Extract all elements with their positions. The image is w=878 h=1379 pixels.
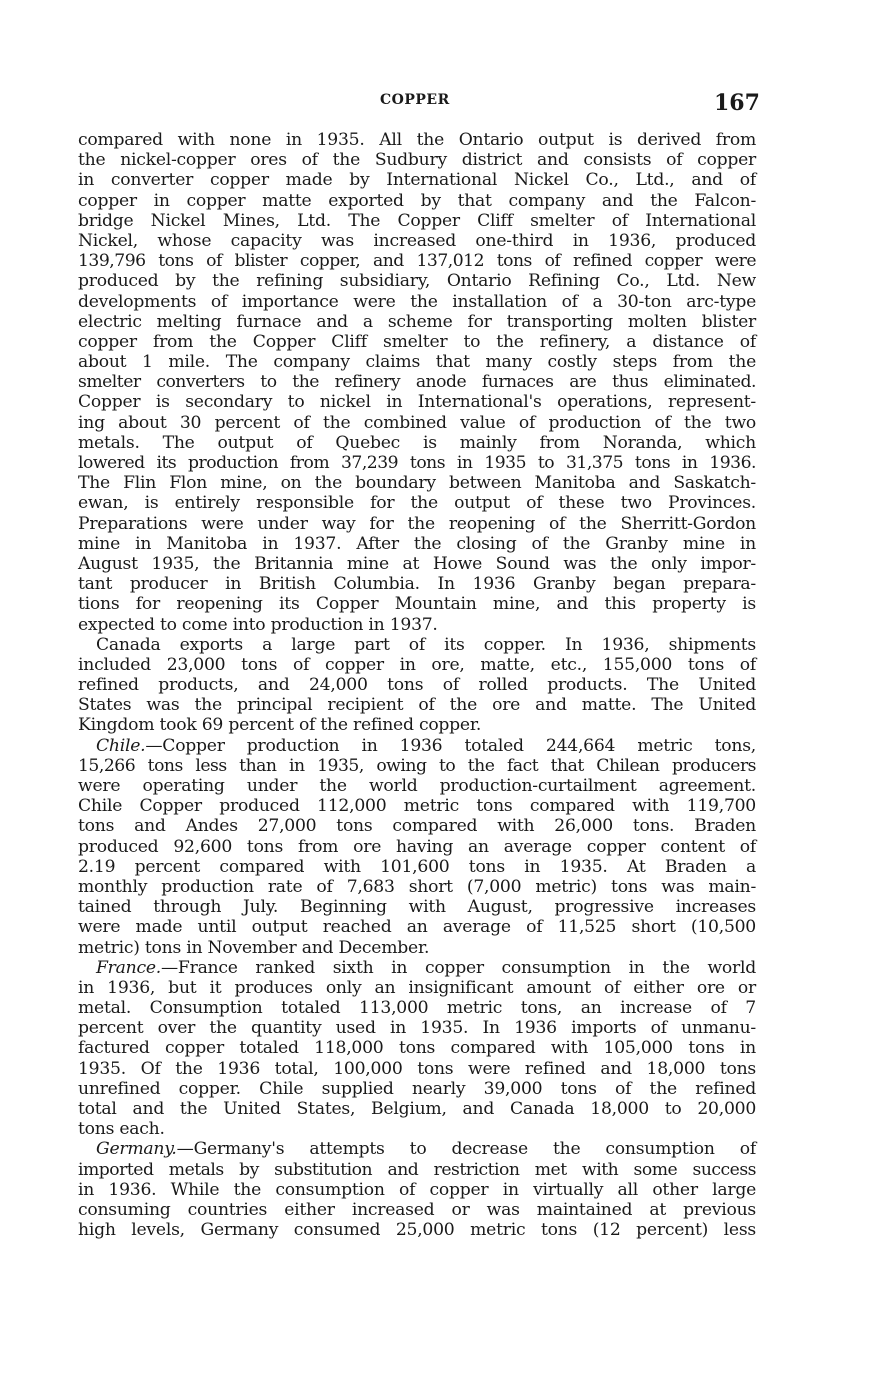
- text-line: were operating under the world production-curtailment agreement.: [78, 776, 756, 796]
- text-line: ewan, is entirely responsible for the output of these two Provinces.: [78, 493, 756, 514]
- text-line: copper in copper matte exported by that company and the Falcon-: [78, 190, 756, 211]
- text-line: developments of importance were the installation of a 30-ton arc-type: [78, 291, 756, 312]
- text-line: in 1936, but it produces only an insignificant amount of either ore or: [78, 977, 756, 998]
- text-line: 15,266 tons less than in 1935, owing to the fact that Chilean producers: [78, 755, 756, 776]
- text-line: Nickel, whose capacity was increased one-third in 1936, produced: [78, 230, 756, 251]
- text-line: Canada exports a large part of its copper. In 1936, shipments: [96, 634, 756, 655]
- text-line: electric melting furnace and a scheme for transporting molten blister: [78, 311, 756, 332]
- paragraph-germany: [78, 1139, 756, 1240]
- text-line: mine in Manitoba in 1937. After the closing of the Granby mine in: [78, 533, 756, 554]
- text-line: tained through July. Beginning with August, progressive increases: [78, 897, 756, 918]
- running-header-title: COPPER: [380, 92, 450, 108]
- text-line: percent over the quantity used in 1935. In 1936 imports of unmanu-: [78, 1018, 756, 1039]
- text-line-rest: —Germany's attempts to decrease the consumption of: [176, 1139, 756, 1160]
- text-line: copper from the Copper Cliff smelter to the refinery, a distance of: [78, 331, 756, 352]
- paragraph-chile: [78, 736, 756, 958]
- text-line-rest: —France ranked sixth in copper consumption in the world: [160, 957, 756, 978]
- country-heading-chile: Chile.: [96, 735, 146, 756]
- text-line: imported metals by substitution and restriction met with some success: [78, 1159, 756, 1180]
- paragraph-france: [78, 958, 756, 1140]
- text-line: August 1935, the Britannia mine at Howe Sound was the only impor-: [78, 553, 756, 574]
- text-line: the nickel-copper ores of the Sudbury district and consists of copper: [78, 150, 756, 171]
- paragraph-ontario: [78, 130, 756, 635]
- text-line: Kingdom took 69 percent of the refined copper.: [78, 715, 482, 736]
- text-line: in 1936. While the consumption of copper in virtually all other large: [78, 1179, 756, 1200]
- text-line: metals. The output of Quebec is mainly from Noranda, which: [78, 432, 756, 453]
- text-line: 2.19 percent compared with 101,600 tons in 1935. At Braden a: [78, 856, 756, 877]
- text-line: 1935. Of the 1936 total, 100,000 tons were refined and 18,000 tons: [78, 1058, 756, 1079]
- text-line: monthly production rate of 7,683 short (7,000 metric) tons was main-: [78, 876, 756, 897]
- text-line-rest: —Copper production in 1936 totaled 244,664 metric tons,: [145, 735, 756, 756]
- text-line: tant producer in British Columbia. In 1936 Granby began prepara-: [78, 574, 756, 595]
- text-line: lowered its production from 37,239 tons in 1935 to 31,375 tons in 1936.: [78, 453, 756, 473]
- text-line: high levels, Germany consumed 25,000 metric tons (12 percent) less: [78, 1220, 756, 1241]
- text-line: included 23,000 tons of copper in ore, matte, etc., 155,000 tons of: [78, 654, 756, 675]
- text-line: [78, 958, 756, 978]
- text-line: tons each.: [78, 1119, 165, 1140]
- country-heading-germany: Germany.: [96, 1139, 177, 1160]
- text-line: produced 92,600 tons from ore having an average copper content of: [78, 836, 756, 857]
- text-line: States was the principal recipient of the ore and matte. The United: [78, 695, 756, 716]
- text-line: factured copper totaled 118,000 tons compared with 105,000 tons in: [78, 1038, 756, 1059]
- text-line: 139,796 tons of blister copper, and 137,012 tons of refined copper were: [78, 251, 756, 272]
- text-line: total and the United States, Belgium, and Canada 18,000 to 20,000: [78, 1099, 756, 1119]
- text-line: produced by the refining subsidiary, Ontario Refining Co., Ltd. New: [78, 271, 756, 292]
- text-line: bridge Nickel Mines, Ltd. The Copper Cliff smelter of International: [78, 210, 756, 231]
- text-line: about 1 mile. The company claims that many costly steps from the: [78, 352, 756, 373]
- text-line: metal. Consumption totaled 113,000 metric tons, an increase of 7: [78, 998, 756, 1019]
- page-number: 167: [714, 90, 760, 116]
- text-line: [78, 736, 756, 756]
- text-line: metric) tons in November and December.: [78, 937, 430, 958]
- text-line: compared with none in 1935. All the Ontario output is derived from: [78, 130, 756, 150]
- text-line: The Flin Flon mine, on the boundary between Manitoba and Saskatch-: [78, 473, 756, 494]
- text-line: ing about 30 percent of the combined value of production of the two: [78, 412, 756, 433]
- text-line: in converter copper made by International Nickel Co., Ltd., and of: [78, 170, 756, 191]
- body-text: [78, 130, 756, 1240]
- text-line: were made until output reached an average of 11,525 short (10,500: [78, 917, 756, 938]
- text-line: expected to come into production in 1937.: [78, 614, 438, 635]
- text-line: smelter converters to the refinery anode furnaces are thus eliminated.: [78, 372, 756, 393]
- text-line: consuming countries either increased or was maintained at previous: [78, 1199, 756, 1220]
- text-line: Preparations were under way for the reopening of the Sherritt-Gordon: [78, 513, 756, 534]
- text-line: tons and Andes 27,000 tons compared with 26,000 tons. Braden: [78, 816, 756, 837]
- text-line: [78, 1139, 756, 1159]
- text-line: unrefined copper. Chile supplied nearly 39,000 tons of the refined: [78, 1078, 756, 1099]
- paragraph-canada-exports: [78, 635, 756, 736]
- text-line: tions for reopening its Copper Mountain mine, and this property is: [78, 594, 756, 615]
- text-line: Copper is secondary to nickel in International's operations, represent-: [78, 392, 756, 413]
- text-line: Chile Copper produced 112,000 metric tons compared with 119,700: [78, 796, 756, 817]
- text-line: refined products, and 24,000 tons of rolled products. The United: [78, 675, 756, 696]
- country-heading-france: France.: [96, 957, 161, 978]
